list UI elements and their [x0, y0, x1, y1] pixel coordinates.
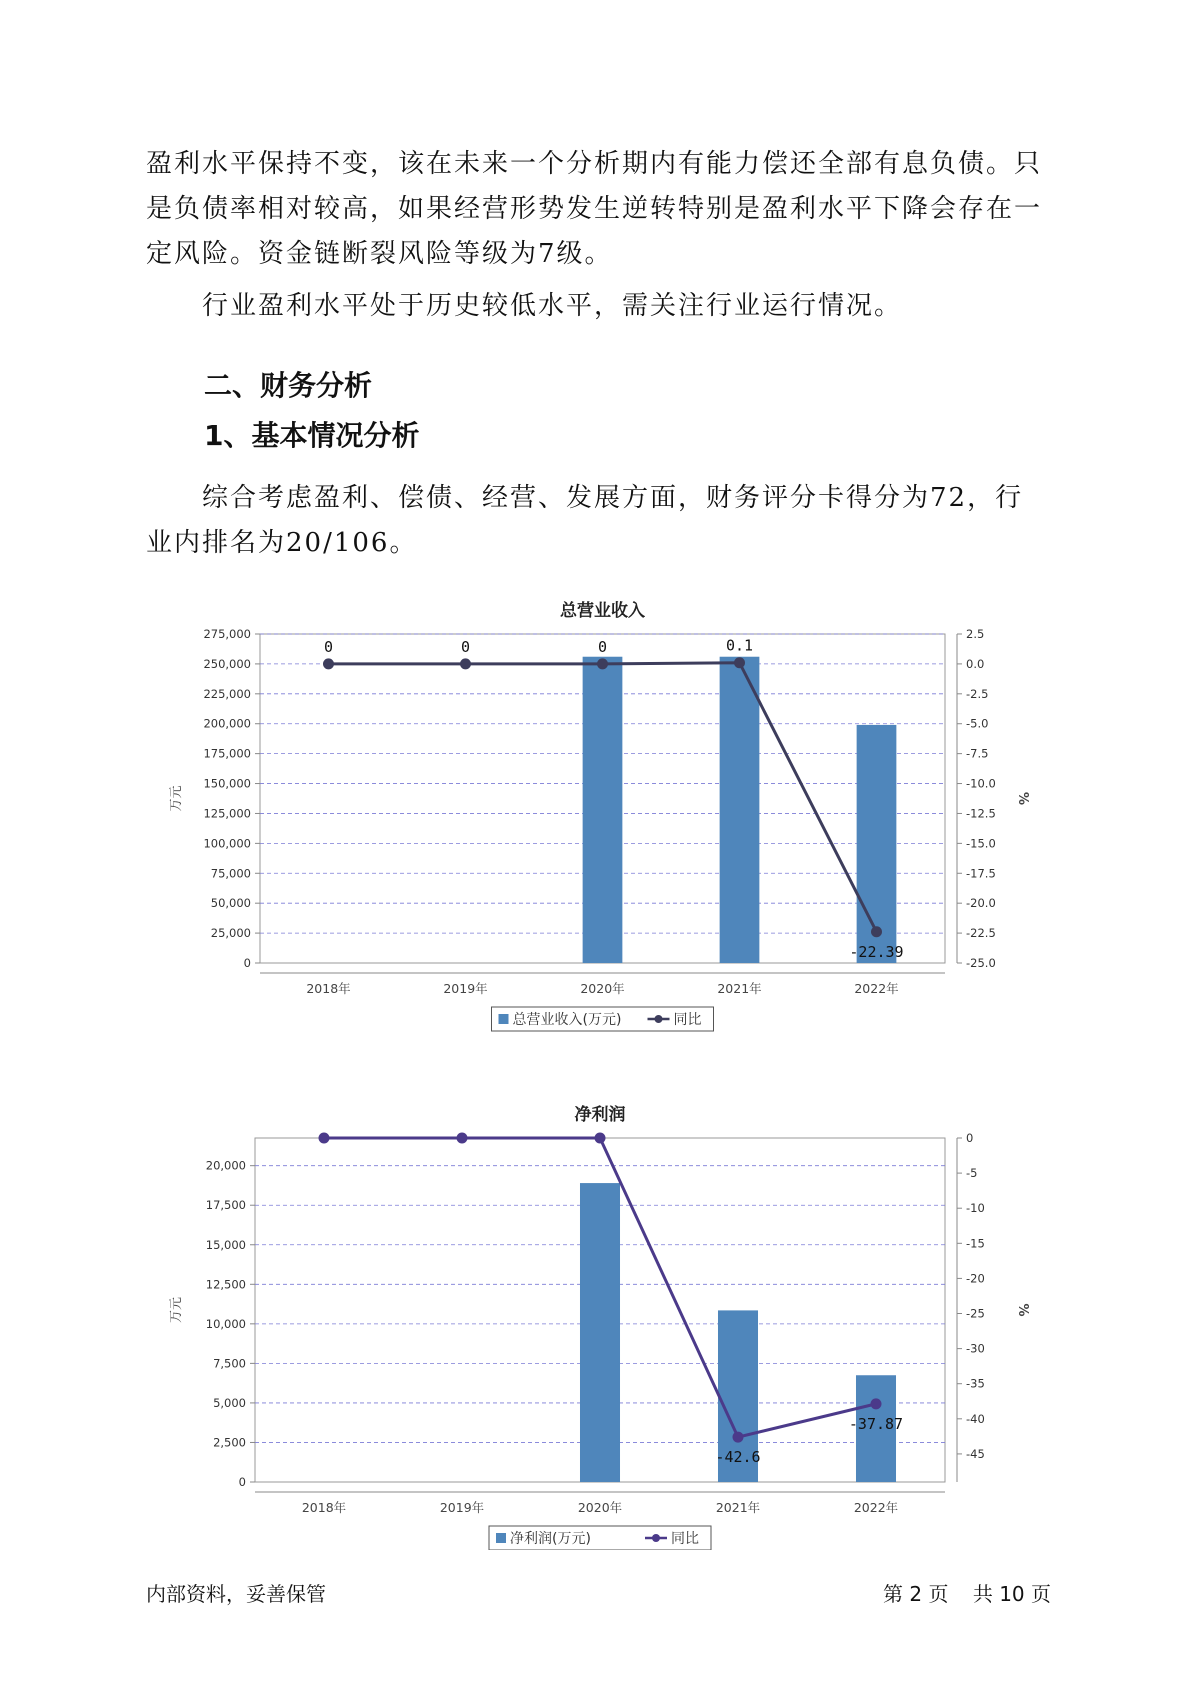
net-profit-chart	[160, 1090, 1030, 1550]
paragraph-2: 行业盈利水平处于历史较低水平，需关注行业运行情况。	[202, 291, 903, 321]
y2-tick-label: -10.0	[966, 776, 996, 791]
line-point	[319, 1133, 330, 1144]
legend-line-marker	[655, 1015, 663, 1023]
line-point	[871, 926, 882, 937]
total-label-1: 共	[972, 1582, 993, 1606]
y2-tick-label: -25.0	[966, 956, 996, 970]
y2-tick-label: -35	[966, 1376, 985, 1391]
x-tick-label: 2020年	[577, 1500, 623, 1515]
y-tick-label: 5,000	[213, 1395, 246, 1410]
line-point	[595, 1133, 606, 1144]
y2-tick-label: -20.0	[966, 896, 996, 911]
legend-line-label: 同比	[673, 1012, 702, 1028]
y2-tick-label: -7.5	[966, 746, 989, 761]
page-number: 2	[909, 1582, 923, 1606]
line-point	[871, 1398, 882, 1409]
y2-tick-label: -10	[966, 1201, 985, 1216]
x-tick-label: 2022年	[854, 981, 899, 996]
y2-tick-label: -22.5	[966, 926, 996, 941]
heading-basic-analysis: 1、基本情况分析	[204, 419, 420, 452]
legend-line-label: 同比	[671, 1531, 699, 1547]
line-point	[597, 658, 608, 669]
legend-bar-label: 净利润(万元)	[510, 1531, 591, 1547]
heading-financial-analysis: 二、财务分析	[204, 369, 373, 402]
y-tick-label: 7,500	[213, 1356, 246, 1371]
chart-title: 总营业收入	[560, 601, 645, 621]
y2-axis-label: %	[1015, 1303, 1030, 1317]
x-tick-label: 2018年	[301, 1500, 347, 1515]
revenue-chart-svg	[160, 588, 1030, 1048]
data-label: 0	[597, 637, 608, 656]
line-point	[457, 1133, 468, 1144]
y2-tick-label: -2.5	[966, 686, 989, 701]
y-tick-label: 275,000	[203, 627, 251, 641]
line-point	[460, 658, 471, 669]
bar	[583, 657, 623, 963]
line-point	[733, 1432, 744, 1443]
bar	[720, 657, 760, 963]
y-tick-label: 125,000	[203, 806, 251, 821]
y-tick-label: 200,000	[203, 716, 251, 731]
legend-bar-swatch	[499, 1014, 509, 1024]
x-tick-label: 2018年	[306, 981, 351, 996]
y-axis-label: 万元	[169, 1296, 184, 1324]
y-tick-label: 250,000	[203, 656, 251, 671]
x-tick-label: 2019年	[439, 1500, 485, 1515]
y-tick-label: 100,000	[203, 836, 251, 851]
y2-tick-label: -45	[966, 1446, 985, 1461]
y-tick-label: 20,000	[205, 1158, 246, 1173]
x-tick-label: 2022年	[853, 1500, 899, 1515]
y2-tick-label: 0.0	[966, 656, 985, 671]
net-profit-chart-svg	[160, 1090, 1030, 1550]
y-axis-label: 万元	[169, 785, 184, 812]
y-tick-label: 150,000	[203, 776, 251, 791]
chart-title: 净利润	[574, 1105, 626, 1125]
y-tick-label: 175,000	[203, 746, 251, 761]
y-tick-label: 0	[243, 956, 251, 970]
y-tick-label: 17,500	[205, 1198, 246, 1213]
data-label: -37.87	[848, 1414, 904, 1433]
legend-bar-swatch	[496, 1533, 506, 1543]
x-tick-label: 2019年	[443, 981, 488, 996]
paragraph-1: 盈利水平保持不变，该在未来一个分析期内有能力偿还全部有息负债。只是负债率相对较高，如果经营形势发生逆转特别是盈利水平下降会存在一定风险。资金链断裂风险等级为7级。	[146, 149, 1043, 269]
y-tick-label: 12,500	[205, 1277, 246, 1292]
footer-page-info	[883, 1578, 1051, 1607]
total-pages: 10	[999, 1582, 1025, 1606]
legend-bar-label: 总营业收入(万元)	[512, 1012, 622, 1028]
data-label: -22.39	[849, 942, 904, 961]
y-tick-label: 2,500	[213, 1435, 246, 1450]
page-label-2: 页	[928, 1582, 949, 1606]
y-tick-label: 10,000	[205, 1316, 246, 1331]
line-point	[734, 657, 745, 668]
y2-tick-label: 2.5	[966, 627, 985, 641]
x-tick-label: 2020年	[580, 981, 625, 996]
data-label: 0.1	[725, 636, 754, 655]
y-tick-label: 25,000	[210, 926, 251, 941]
y2-axis-label: %	[1015, 791, 1030, 806]
y-tick-label: 50,000	[210, 896, 251, 911]
data-label: 0	[323, 637, 334, 656]
data-label: -42.6	[715, 1448, 761, 1467]
y-tick-label: 225,000	[203, 686, 251, 701]
line-point	[323, 658, 334, 669]
y2-tick-label: 0	[966, 1131, 974, 1145]
data-label: 0	[460, 637, 471, 656]
page-label-1: 第	[883, 1582, 904, 1606]
y2-tick-label: -40	[966, 1411, 985, 1426]
y2-tick-label: -5	[966, 1166, 978, 1181]
x-tick-label: 2021年	[717, 981, 762, 996]
y2-tick-label: -15	[966, 1236, 985, 1251]
x-tick-label: 2021年	[715, 1500, 761, 1515]
legend-line-marker	[652, 1534, 660, 1542]
bar	[580, 1183, 620, 1482]
y-tick-label: 15,000	[205, 1237, 246, 1252]
footer-confidential: 内部资料，妥善保管	[146, 1582, 326, 1606]
y2-tick-label: -5.0	[966, 716, 989, 731]
revenue-chart	[160, 588, 1030, 1048]
y2-tick-label: -12.5	[966, 806, 996, 821]
y2-tick-label: -25	[966, 1306, 985, 1321]
y2-tick-label: -15.0	[966, 836, 996, 851]
total-label-2: 页	[1031, 1582, 1051, 1606]
paragraph-3: 综合考虑盈利、偿债、经营、发展方面，财务评分卡得分为72，行业内排名为20/106。	[146, 483, 1024, 558]
y2-tick-label: -30	[966, 1341, 985, 1356]
y2-tick-label: -20	[966, 1271, 985, 1286]
y-tick-label: 75,000	[210, 866, 251, 881]
y-tick-label: 0	[238, 1475, 246, 1489]
y2-tick-label: -17.5	[966, 866, 996, 881]
